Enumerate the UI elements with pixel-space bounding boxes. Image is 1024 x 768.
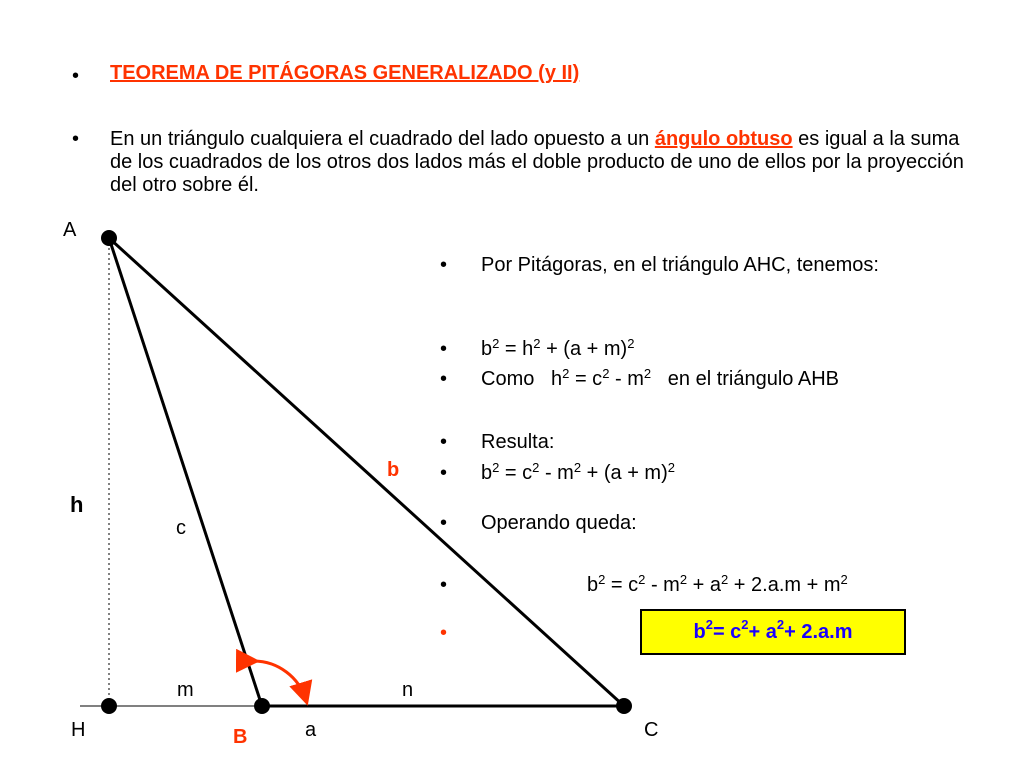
reasoning-bullet-1: •: [440, 254, 448, 276]
vertex-label-c: C: [644, 719, 659, 741]
reasoning-bullet-3: •: [440, 368, 448, 390]
side-label-a: a: [305, 719, 317, 741]
reasoning-bullet-7: •: [440, 574, 448, 596]
side-label-c: c: [176, 517, 186, 539]
vertex-label-b: B: [233, 726, 248, 748]
vertex-point-a: [101, 230, 117, 246]
reasoning-line-2: $b^2 = h^2 + (a + m)^2$: [481, 335, 635, 360]
intro-highlight-obtuse-angle: ángulo obtuso: [654, 128, 793, 150]
reasoning-bullet-2: •: [440, 338, 448, 360]
reasoning-bullet-8: •: [440, 622, 448, 644]
reasoning-line-4: Resulta:: [481, 431, 555, 453]
result-formula-box: b $^2$ = c $^2$ + a $^2$ + 2.a.m: [640, 609, 906, 655]
reasoning-line-1: Por Pitágoras, en el triángulo AHC, tenemos:: [481, 254, 879, 276]
reasoning-line-5: $b^2 = c^2 - m^2 + (a + m)^2$: [481, 459, 675, 484]
vertex-point-c: [616, 698, 632, 714]
title-bullet: •: [72, 65, 80, 87]
reasoning-bullet-6: •: [440, 512, 448, 534]
side-label-b: b: [387, 459, 400, 481]
intro-text-before: En un triángulo cualquiera el cuadrado del lado opuesto a un: [110, 128, 655, 150]
reasoning-line-7: $b^2 = c^2 - m^2 + a^2 + 2.a.m + m^2$: [587, 571, 848, 596]
vertex-label-a: A: [63, 219, 77, 241]
intro-bullet: •: [72, 128, 80, 150]
reasoning-line-3: Como $h^2 = c^2 - m^2$ en el triángulo AHB: [481, 365, 839, 390]
reasoning-bullet-5: •: [440, 462, 448, 484]
side-label-h: h: [70, 492, 84, 517]
side-label-m: m: [177, 679, 194, 701]
intro-text-after: es igual a la suma de los cuadrados de los otros dos lados más el doble producto de uno de ellos por la proyección del otro sobre él.: [110, 128, 964, 196]
vertex-point-b: [254, 698, 270, 714]
obtuse-angle-arc: [254, 661, 306, 700]
side-label-n: n: [402, 679, 414, 701]
vertex-label-h: H: [71, 719, 86, 741]
vertex-point-h: [101, 698, 117, 714]
slide-title: TEOREMA DE PITÁGORAS GENERALIZADO (y II): [110, 62, 580, 84]
reasoning-line-6: Operando queda:: [481, 512, 637, 534]
reasoning-bullet-4: •: [440, 431, 448, 453]
